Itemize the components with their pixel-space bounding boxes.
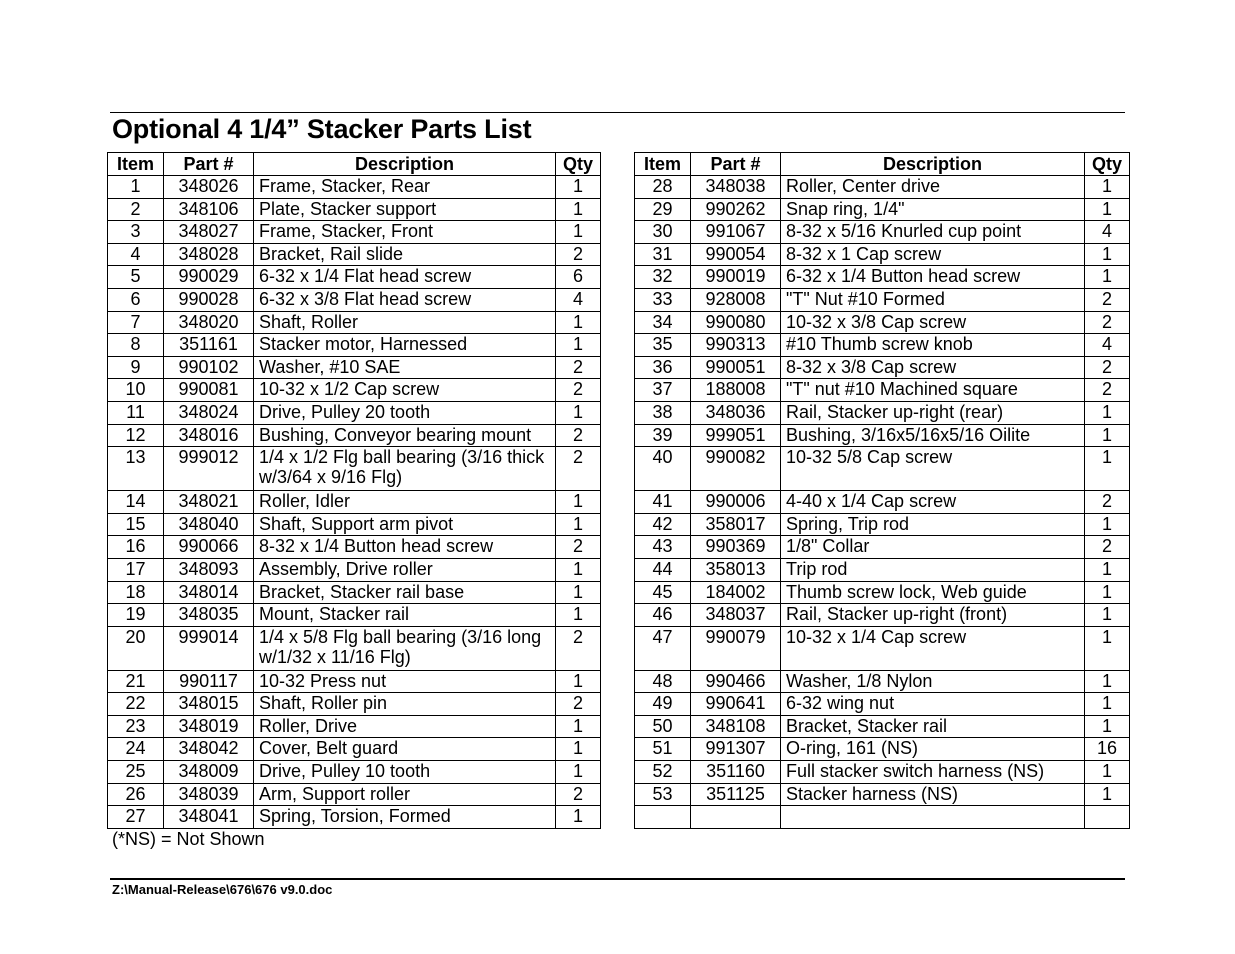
cell-description: Full stacker switch harness (NS) [781,761,1085,784]
cell-item: 44 [635,558,691,581]
header-item: Item [635,153,691,176]
cell-description: Rail, Stacker up-right (rear) [781,401,1085,424]
cell-description: Drive, Pulley 10 tooth [254,761,556,784]
cell-item: 41 [635,491,691,514]
table-row [635,266,1130,289]
cell-part-number: 348009 [164,761,254,784]
cell-description: 1/8" Collar [781,536,1085,559]
cell-part-number: 348093 [164,558,254,581]
footer-file-path: Z:\Manual-Release\676\676 v9.0.doc [112,882,333,897]
cell-qty: 2 [1085,536,1130,559]
table-row [108,806,601,829]
table-row [108,513,601,536]
cell-description: 10-32 x 1/4 Cap screw [781,626,1085,670]
cell-part-number: 348014 [164,581,254,604]
table-row [108,558,601,581]
cell-qty: 1 [1085,424,1130,447]
cell-part-number: 348019 [164,715,254,738]
cell-item: 17 [108,558,164,581]
table-row [635,243,1130,266]
table-row [635,670,1130,693]
cell-description: 10-32 x 1/2 Cap screw [254,379,556,402]
cell-part-number: 348037 [691,604,781,627]
cell-description: Spring, Torsion, Formed [254,806,556,829]
cell-item: 23 [108,715,164,738]
cell-qty: 1 [1085,243,1130,266]
cell-qty: 2 [1085,288,1130,311]
table-row [108,604,601,627]
table-row [108,288,601,311]
cell-qty: 1 [556,491,601,514]
cell-qty [1085,806,1130,829]
cell-qty: 1 [1085,693,1130,716]
cell-part-number: 348106 [164,198,254,221]
cell-item: 52 [635,761,691,784]
cell-qty: 2 [1085,491,1130,514]
table-row [108,401,601,424]
cell-qty: 4 [1085,334,1130,357]
not-shown-note: (*NS) = Not Shown [112,829,265,849]
cell-description: Thumb screw lock, Web guide [781,581,1085,604]
cell-description: Snap ring, 1/4" [781,198,1085,221]
cell-qty: 1 [556,558,601,581]
table-row [108,379,601,402]
table-row [635,693,1130,716]
cell-qty: 1 [556,670,601,693]
table-row [108,176,601,199]
cell-item: 15 [108,513,164,536]
cell-description: Shaft, Roller pin [254,693,556,716]
table-header-row [108,153,601,176]
cell-description: Shaft, Roller [254,311,556,334]
table-row [108,581,601,604]
table-row [108,783,601,806]
cell-item: 42 [635,513,691,536]
table-row [635,581,1130,604]
cell-part-number: 348039 [164,783,254,806]
cell-description: 4-40 x 1/4 Cap screw [781,491,1085,514]
table-row [108,311,601,334]
table-row [108,693,601,716]
cell-qty: 1 [556,761,601,784]
cell-item: 5 [108,266,164,289]
table-row [108,536,601,559]
top-rule [110,112,1125,113]
cell-qty: 2 [556,626,601,670]
cell-part-number: 990102 [164,356,254,379]
parts-table-right [634,152,1130,829]
cell-qty: 1 [1085,581,1130,604]
cell-part-number: 990019 [691,266,781,289]
table-row [635,288,1130,311]
cell-qty: 1 [556,715,601,738]
cell-item: 21 [108,670,164,693]
cell-item: 35 [635,334,691,357]
cell-qty: 4 [1085,221,1130,244]
cell-part-number: 351161 [164,334,254,357]
cell-qty: 1 [1085,513,1130,536]
cell-part-number: 990028 [164,288,254,311]
table-row [635,176,1130,199]
cell-description: 10-32 5/8 Cap screw [781,447,1085,491]
bottom-rule [110,878,1125,880]
cell-description: Bracket, Stacker rail [781,715,1085,738]
header-part-number: Part # [164,153,254,176]
cell-qty: 2 [556,536,601,559]
table-row [635,558,1130,581]
cell-description: Bracket, Stacker rail base [254,581,556,604]
cell-description: "T" nut #10 Machined square [781,379,1085,402]
cell-part-number: 348042 [164,738,254,761]
cell-item: 48 [635,670,691,693]
cell-qty: 1 [1085,558,1130,581]
cell-part-number: 188008 [691,379,781,402]
cell-qty: 1 [1085,266,1130,289]
cell-item: 1 [108,176,164,199]
cell-part-number: 990262 [691,198,781,221]
cell-description: 8-32 x 1/4 Button head screw [254,536,556,559]
cell-description: 1/4 x 1/2 Flg ball bearing (3/16 thick w/3/64 x 9/16 Flg) [254,447,556,491]
cell-part-number: 991307 [691,738,781,761]
cell-item: 27 [108,806,164,829]
cell-qty: 2 [556,447,601,491]
table-row [108,761,601,784]
table-row [635,806,1130,829]
cell-part-number: 990369 [691,536,781,559]
cell-description: 8-32 x 5/16 Knurled cup point [781,221,1085,244]
cell-part-number: 348028 [164,243,254,266]
table-row [635,379,1130,402]
cell-qty: 2 [556,379,601,402]
table-row [635,311,1130,334]
cell-item: 38 [635,401,691,424]
cell-item: 32 [635,266,691,289]
page-title: Optional 4 1/4” Stacker Parts List [112,114,532,144]
table-row [635,334,1130,357]
cell-qty: 4 [556,288,601,311]
table-row [108,626,601,670]
cell-item [635,806,691,829]
cell-description: 6-32 x 1/4 Flat head screw [254,266,556,289]
cell-qty: 6 [556,266,601,289]
cell-description: Trip rod [781,558,1085,581]
cell-part-number: 351160 [691,761,781,784]
cell-part-number: 358017 [691,513,781,536]
cell-qty: 1 [1085,198,1130,221]
table-row [635,513,1130,536]
header-item: Item [108,153,164,176]
cell-description: Stacker motor, Harnessed [254,334,556,357]
cell-item: 49 [635,693,691,716]
cell-part-number: 999012 [164,447,254,491]
cell-item: 26 [108,783,164,806]
cell-item: 8 [108,334,164,357]
cell-part-number: 348108 [691,715,781,738]
table-row [635,738,1130,761]
table-row [635,715,1130,738]
cell-item: 16 [108,536,164,559]
cell-qty: 2 [556,356,601,379]
cell-item: 40 [635,447,691,491]
cell-description: Shaft, Support arm pivot [254,513,556,536]
table-row [635,447,1130,491]
cell-item: 45 [635,581,691,604]
cell-item: 39 [635,424,691,447]
cell-qty: 1 [1085,783,1130,806]
header-part-number: Part # [691,153,781,176]
cell-item: 18 [108,581,164,604]
cell-part-number: 990081 [164,379,254,402]
cell-qty: 1 [556,198,601,221]
cell-part-number: 351125 [691,783,781,806]
cell-qty: 1 [556,334,601,357]
cell-part-number: 990006 [691,491,781,514]
cell-description: Plate, Stacker support [254,198,556,221]
cell-item: 53 [635,783,691,806]
cell-qty: 2 [556,693,601,716]
table-row [108,334,601,357]
cell-item: 47 [635,626,691,670]
cell-item: 20 [108,626,164,670]
cell-item: 9 [108,356,164,379]
cell-item: 11 [108,401,164,424]
header-description: Description [254,153,556,176]
cell-item: 46 [635,604,691,627]
cell-item: 43 [635,536,691,559]
table-row [108,491,601,514]
cell-item: 34 [635,311,691,334]
table-header-row [635,153,1130,176]
table-row [635,198,1130,221]
cell-description [781,806,1085,829]
cell-qty: 1 [556,311,601,334]
cell-description: 6-32 wing nut [781,693,1085,716]
cell-description: Rail, Stacker up-right (front) [781,604,1085,627]
table-row [108,738,601,761]
cell-qty: 1 [556,176,601,199]
cell-qty: 16 [1085,738,1130,761]
cell-item: 36 [635,356,691,379]
cell-part-number: 990641 [691,693,781,716]
cell-description: Roller, Drive [254,715,556,738]
cell-item: 30 [635,221,691,244]
cell-qty: 2 [1085,379,1130,402]
cell-description: Bushing, Conveyor bearing mount [254,424,556,447]
cell-qty: 1 [1085,401,1130,424]
table-row [635,536,1130,559]
cell-description: Arm, Support roller [254,783,556,806]
cell-description: 10-32 x 3/8 Cap screw [781,311,1085,334]
cell-description: #10 Thumb screw knob [781,334,1085,357]
table-row [635,221,1130,244]
cell-part-number: 348021 [164,491,254,514]
cell-description: Spring, Trip rod [781,513,1085,536]
cell-description: Roller, Idler [254,491,556,514]
table-row [635,783,1130,806]
table-row [108,198,601,221]
cell-qty: 1 [556,806,601,829]
cell-item: 2 [108,198,164,221]
table-row [108,715,601,738]
cell-qty: 1 [1085,447,1130,491]
cell-part-number: 990466 [691,670,781,693]
cell-part-number: 991067 [691,221,781,244]
cell-part-number: 990029 [164,266,254,289]
table-row [108,356,601,379]
cell-description: Cover, Belt guard [254,738,556,761]
cell-item: 4 [108,243,164,266]
cell-part-number: 990051 [691,356,781,379]
cell-description: Frame, Stacker, Rear [254,176,556,199]
cell-qty: 2 [556,424,601,447]
cell-description: Assembly, Drive roller [254,558,556,581]
cell-item: 33 [635,288,691,311]
table-row [108,424,601,447]
cell-part-number: 348040 [164,513,254,536]
cell-item: 22 [108,693,164,716]
table-row [635,356,1130,379]
cell-part-number: 990082 [691,447,781,491]
cell-part-number: 358013 [691,558,781,581]
cell-part-number: 928008 [691,288,781,311]
table-row [635,401,1130,424]
cell-part-number: 348036 [691,401,781,424]
cell-description: Bracket, Rail slide [254,243,556,266]
cell-item: 19 [108,604,164,627]
cell-description: 6-32 x 3/8 Flat head screw [254,288,556,311]
cell-item: 7 [108,311,164,334]
cell-part-number: 348027 [164,221,254,244]
cell-description: Stacker harness (NS) [781,783,1085,806]
cell-item: 50 [635,715,691,738]
cell-item: 12 [108,424,164,447]
cell-part-number: 990117 [164,670,254,693]
cell-part-number: 990313 [691,334,781,357]
table-row [635,604,1130,627]
cell-description: Bushing, 3/16x5/16x5/16 Oilite [781,424,1085,447]
cell-part-number: 348035 [164,604,254,627]
cell-part-number: 348020 [164,311,254,334]
header-description: Description [781,153,1085,176]
cell-qty: 1 [1085,604,1130,627]
cell-part-number: 348024 [164,401,254,424]
cell-description: "T" Nut #10 Formed [781,288,1085,311]
cell-part-number: 990066 [164,536,254,559]
cell-part-number [691,806,781,829]
cell-item: 25 [108,761,164,784]
cell-item: 3 [108,221,164,244]
cell-item: 28 [635,176,691,199]
cell-part-number: 999051 [691,424,781,447]
cell-part-number: 348041 [164,806,254,829]
table-row [108,221,601,244]
table-row [635,626,1130,670]
cell-qty: 1 [1085,715,1130,738]
cell-description: 8-32 x 3/8 Cap screw [781,356,1085,379]
cell-qty: 1 [1085,670,1130,693]
table-row [635,761,1130,784]
cell-description: Mount, Stacker rail [254,604,556,627]
cell-item: 29 [635,198,691,221]
table-row [635,424,1130,447]
cell-part-number: 990054 [691,243,781,266]
cell-qty: 1 [556,738,601,761]
cell-qty: 2 [556,783,601,806]
cell-qty: 1 [556,401,601,424]
cell-description: Roller, Center drive [781,176,1085,199]
table-row [108,243,601,266]
cell-part-number: 184002 [691,581,781,604]
cell-qty: 1 [556,513,601,536]
table-row [635,491,1130,514]
table-row [108,266,601,289]
cell-item: 37 [635,379,691,402]
cell-description: Washer, #10 SAE [254,356,556,379]
header-qty: Qty [1085,153,1130,176]
cell-item: 14 [108,491,164,514]
cell-description: Washer, 1/8 Nylon [781,670,1085,693]
cell-description: O-ring, 161 (NS) [781,738,1085,761]
table-row [108,670,601,693]
cell-qty: 2 [1085,356,1130,379]
cell-description: 10-32 Press nut [254,670,556,693]
cell-item: 31 [635,243,691,266]
cell-description: 6-32 x 1/4 Button head screw [781,266,1085,289]
cell-qty: 1 [1085,626,1130,670]
cell-qty: 1 [556,581,601,604]
cell-part-number: 348015 [164,693,254,716]
table-row [108,447,601,491]
cell-description: Drive, Pulley 20 tooth [254,401,556,424]
cell-part-number: 990080 [691,311,781,334]
cell-item: 51 [635,738,691,761]
cell-qty: 2 [1085,311,1130,334]
cell-item: 6 [108,288,164,311]
cell-qty: 1 [556,221,601,244]
cell-item: 24 [108,738,164,761]
cell-qty: 2 [556,243,601,266]
cell-part-number: 999014 [164,626,254,670]
cell-part-number: 990079 [691,626,781,670]
cell-part-number: 348016 [164,424,254,447]
parts-table-left [107,152,601,829]
cell-qty: 1 [1085,761,1130,784]
cell-description: 1/4 x 5/8 Flg ball bearing (3/16 long w/1/32 x 11/16 Flg) [254,626,556,670]
cell-description: Frame, Stacker, Front [254,221,556,244]
cell-qty: 1 [556,604,601,627]
cell-item: 13 [108,447,164,491]
cell-item: 10 [108,379,164,402]
cell-qty: 1 [1085,176,1130,199]
header-qty: Qty [556,153,601,176]
cell-part-number: 348038 [691,176,781,199]
cell-part-number: 348026 [164,176,254,199]
cell-description: 8-32 x 1 Cap screw [781,243,1085,266]
